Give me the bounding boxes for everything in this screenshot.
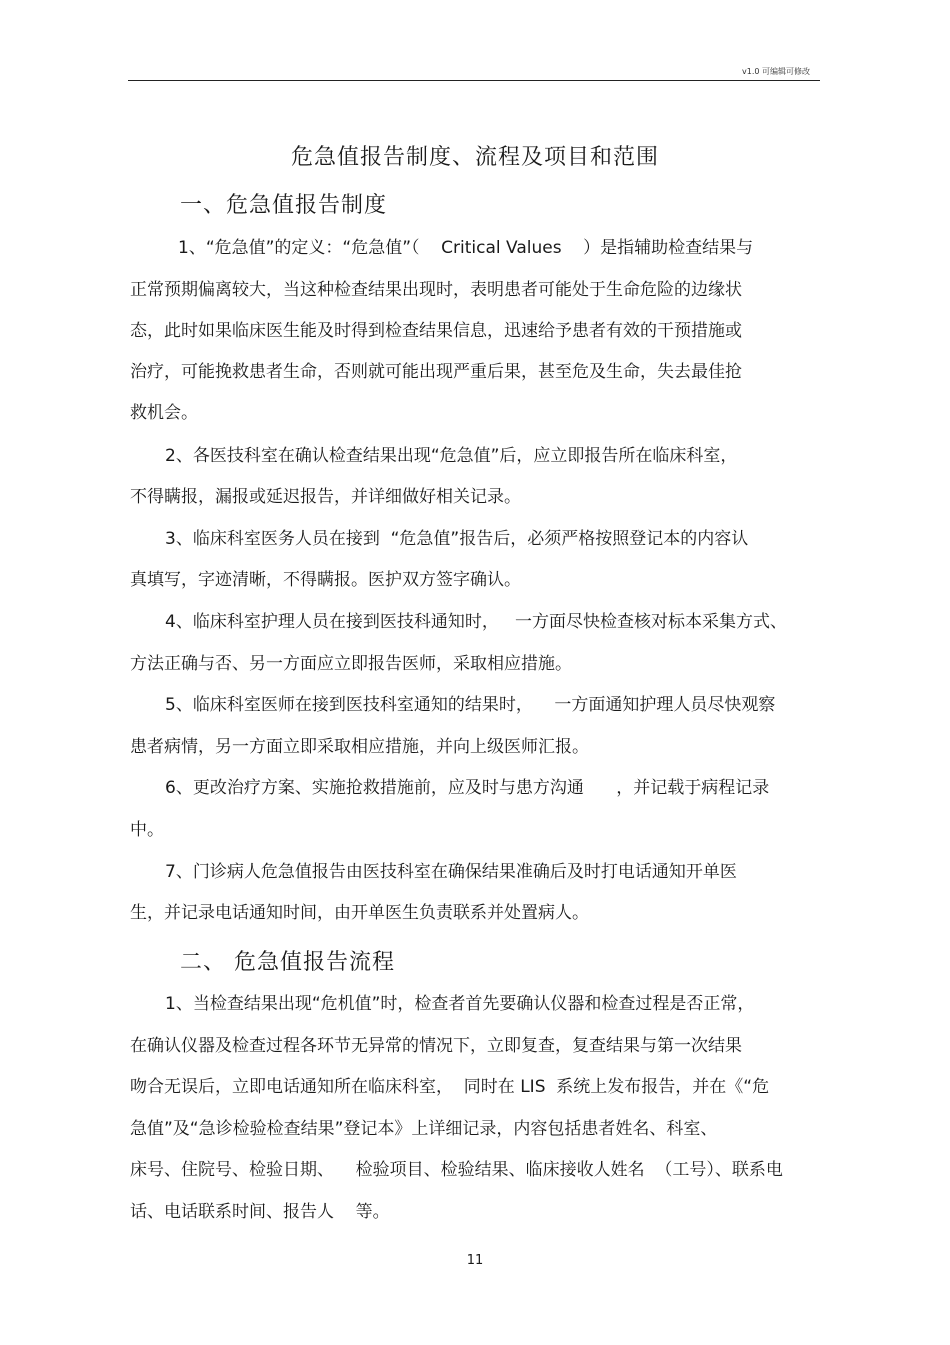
paragraph-line: 3、临床科室医务人员在接到 “危急值”报告后，必须严格按照登记本的内容认 [165,529,749,549]
section-heading-process: 二、 危急值报告流程 [180,950,395,975]
paragraph-line: 2、各医技科室在确认检查结果出现“危急值”后，应立即报告所在临床科室， [165,446,738,466]
paragraph-line: 态，此时如果临床医生能及时得到检查结果信息，迅速给予患者有效的干预措施或 [130,321,742,341]
paragraph-line: 5、临床科室医师在接到医技科室通知的结果时， 一方面通知护理人员尽快观察 [165,695,776,715]
paragraph-line: 生，并记录电话通知时间，由开单医生负责联系并处置病人。 [130,903,589,923]
paragraph-line: 1、“危急值”的定义：“危急值”（ Critical Values ）是指辅助检查结果与 [178,238,754,258]
paragraph-line: 1、当检查结果出现“危机值”时，检查者首先要确认仪器和检查过程是否正常， [165,994,755,1014]
paragraph-line: 方法正确与否、另一方面应立即报告医师，采取相应措施。 [130,654,572,674]
header-version-note: v1.0 可编辑可修改 [742,67,810,76]
page-number: 11 [466,1253,484,1268]
paragraph-line: 吻合无误后，立即电话通知所在临床科室， 同时在 LIS 系统上发布报告，并在《“危 [130,1077,770,1097]
paragraph-line: 治疗，可能挽救患者生命，否则就可能出现严重后果，甚至危及生命，失去最佳抢 [130,362,742,382]
paragraph-line: 患者病情，另一方面立即采取相应措施，并向上级医师汇报。 [130,737,589,757]
paragraph-line: 话、电话联系时间、报告人 等。 [130,1202,390,1222]
paragraph-line: 7、门诊病人危急值报告由医技科室在确保结果准确后及时打电话通知开单医 [165,862,737,882]
paragraph-line: 正常预期偏离较大，当这种检查结果出现时，表明患者可能处于生命危险的边缘状 [130,280,742,300]
paragraph-line: 不得瞒报，漏报或延迟报告，并详细做好相关记录。 [130,487,521,507]
paragraph-line: 救机会。 [130,403,198,423]
section-heading-system: 一、危急值报告制度 [180,193,388,218]
page-title: 危急值报告制度、流程及项目和范围 [290,145,659,170]
paragraph-line: 真填写，字迹清晰，不得瞒报。医护双方签字确认。 [130,570,521,590]
paragraph-line: 中。 [130,820,164,840]
paragraph-line: 6、更改治疗方案、实施抢救措施前，应及时与患方沟通 ，并记载于病程记录 [165,778,770,798]
paragraph-line: 急值”及“急诊检验检查结果”登记本》上详细记录，内容包括患者姓名、科室、 [130,1119,718,1139]
paragraph-line: 在确认仪器及检查过程各环节无异常的情况下，立即复查，复查结果与第一次结果 [130,1036,742,1056]
paragraph-line: 床号、住院号、检验日期、 检验项目、检验结果、临床接收人姓名 （工号）、联系电 [130,1160,783,1180]
header-divider [128,80,820,81]
paragraph-line: 4、临床科室护理人员在接到医技科通知时， 一方面尽快检查核对标本采集方式、 [165,612,788,632]
